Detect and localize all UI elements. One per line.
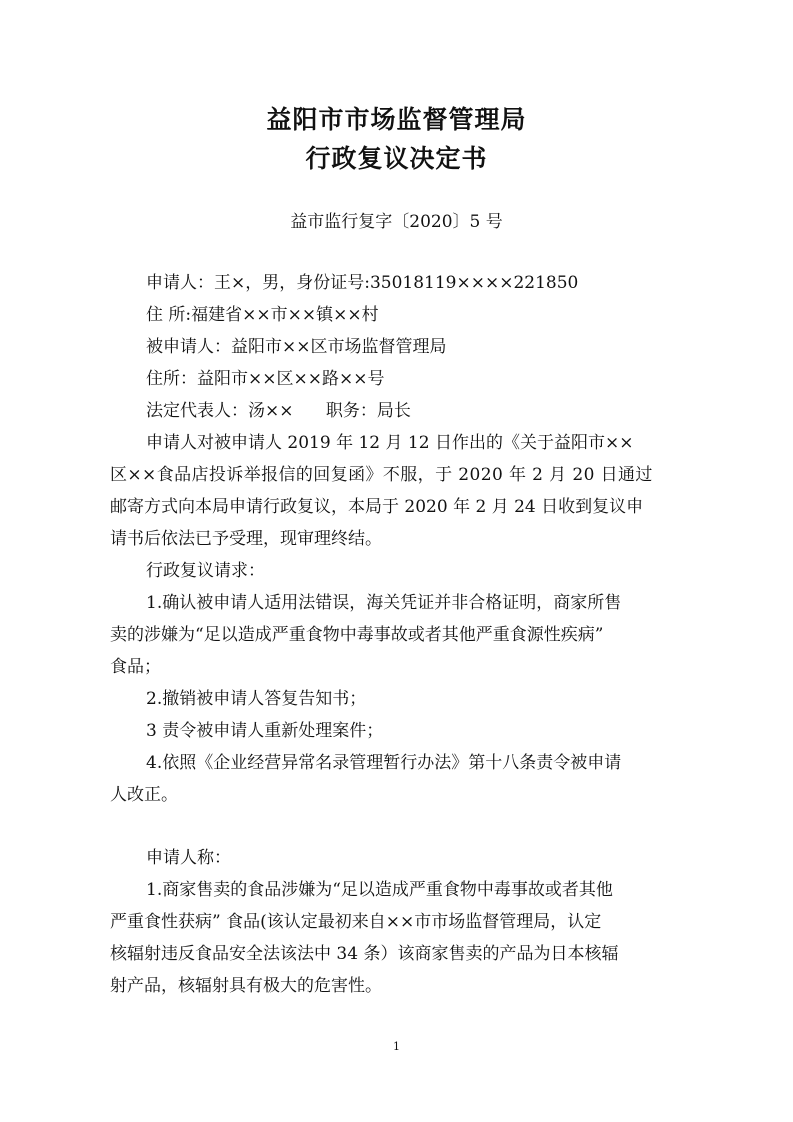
claim-item-1-line: 射产品，核辐射具有极大的危害性。	[110, 976, 382, 996]
claims-heading: 申请人称：	[146, 848, 231, 868]
claim-item-1-line: 核辐射违反食品安全法该法中 34 条）该商家售卖的产品为日本核辐	[110, 944, 619, 964]
respondent-address-line: 住所：益阳市××区××路××号	[146, 369, 385, 389]
document-number: 益市监行复字〔2020〕5 号	[290, 212, 503, 232]
intro-line: 区××食品店投诉举报信的回复函》不服，于 2020 年 2 月 20 日通过	[110, 465, 653, 485]
document-title: 益阳市市场监督管理局	[266, 105, 527, 134]
claim-item-1-line: 严重食性获病” 食品(该认定最初来自××市市场监督管理局，认定	[110, 912, 602, 932]
applicant-line: 申请人：王×，男，身份证号:35018119××××221850	[146, 273, 579, 293]
document-subtitle: 行政复议决定书	[305, 144, 488, 173]
page-number: 1	[393, 1040, 400, 1053]
applicant-address-line: 住 所:福建省××市××镇××村	[146, 305, 379, 325]
claim-item-1-line: 1.商家售卖的食品涉嫌为“足以造成严重食物中毒事故或者其他	[146, 880, 613, 900]
intro-line: 请书后依法已予受理，现审理终结。	[110, 529, 382, 549]
intro-line: 申请人对被申请人 2019 年 12 月 12 日作出的《关于益阳市××	[146, 433, 634, 453]
request-item-1-line: 食品；	[110, 657, 161, 677]
request-item-1-line: 1.确认被申请人适用法错误，海关凭证并非合格证明，商家所售	[146, 593, 622, 613]
request-item-1-line: 卖的涉嫌为“足以造成严重食物中毒事故或者其他严重食源性疾病”	[110, 625, 604, 645]
request-item-3: 3 责令被申请人重新处理案件；	[146, 721, 384, 741]
legal-representative-line: 法定代表人：汤×× 职务：局长	[146, 401, 411, 421]
respondent-line: 被申请人：益阳市××区市场监督管理局	[146, 337, 447, 357]
request-item-2: 2.撤销被申请人答复告知书；	[146, 689, 367, 709]
intro-line: 邮寄方式向本局申请行政复议，本局于 2020 年 2 月 24 日收到复议申	[110, 497, 644, 517]
requests-heading: 行政复议请求：	[146, 561, 265, 581]
request-item-4-line: 4.依照《企业经营异常名录管理暂行办法》第十八条责令被申请	[146, 753, 622, 773]
request-item-4-line: 人改正。	[110, 785, 178, 805]
